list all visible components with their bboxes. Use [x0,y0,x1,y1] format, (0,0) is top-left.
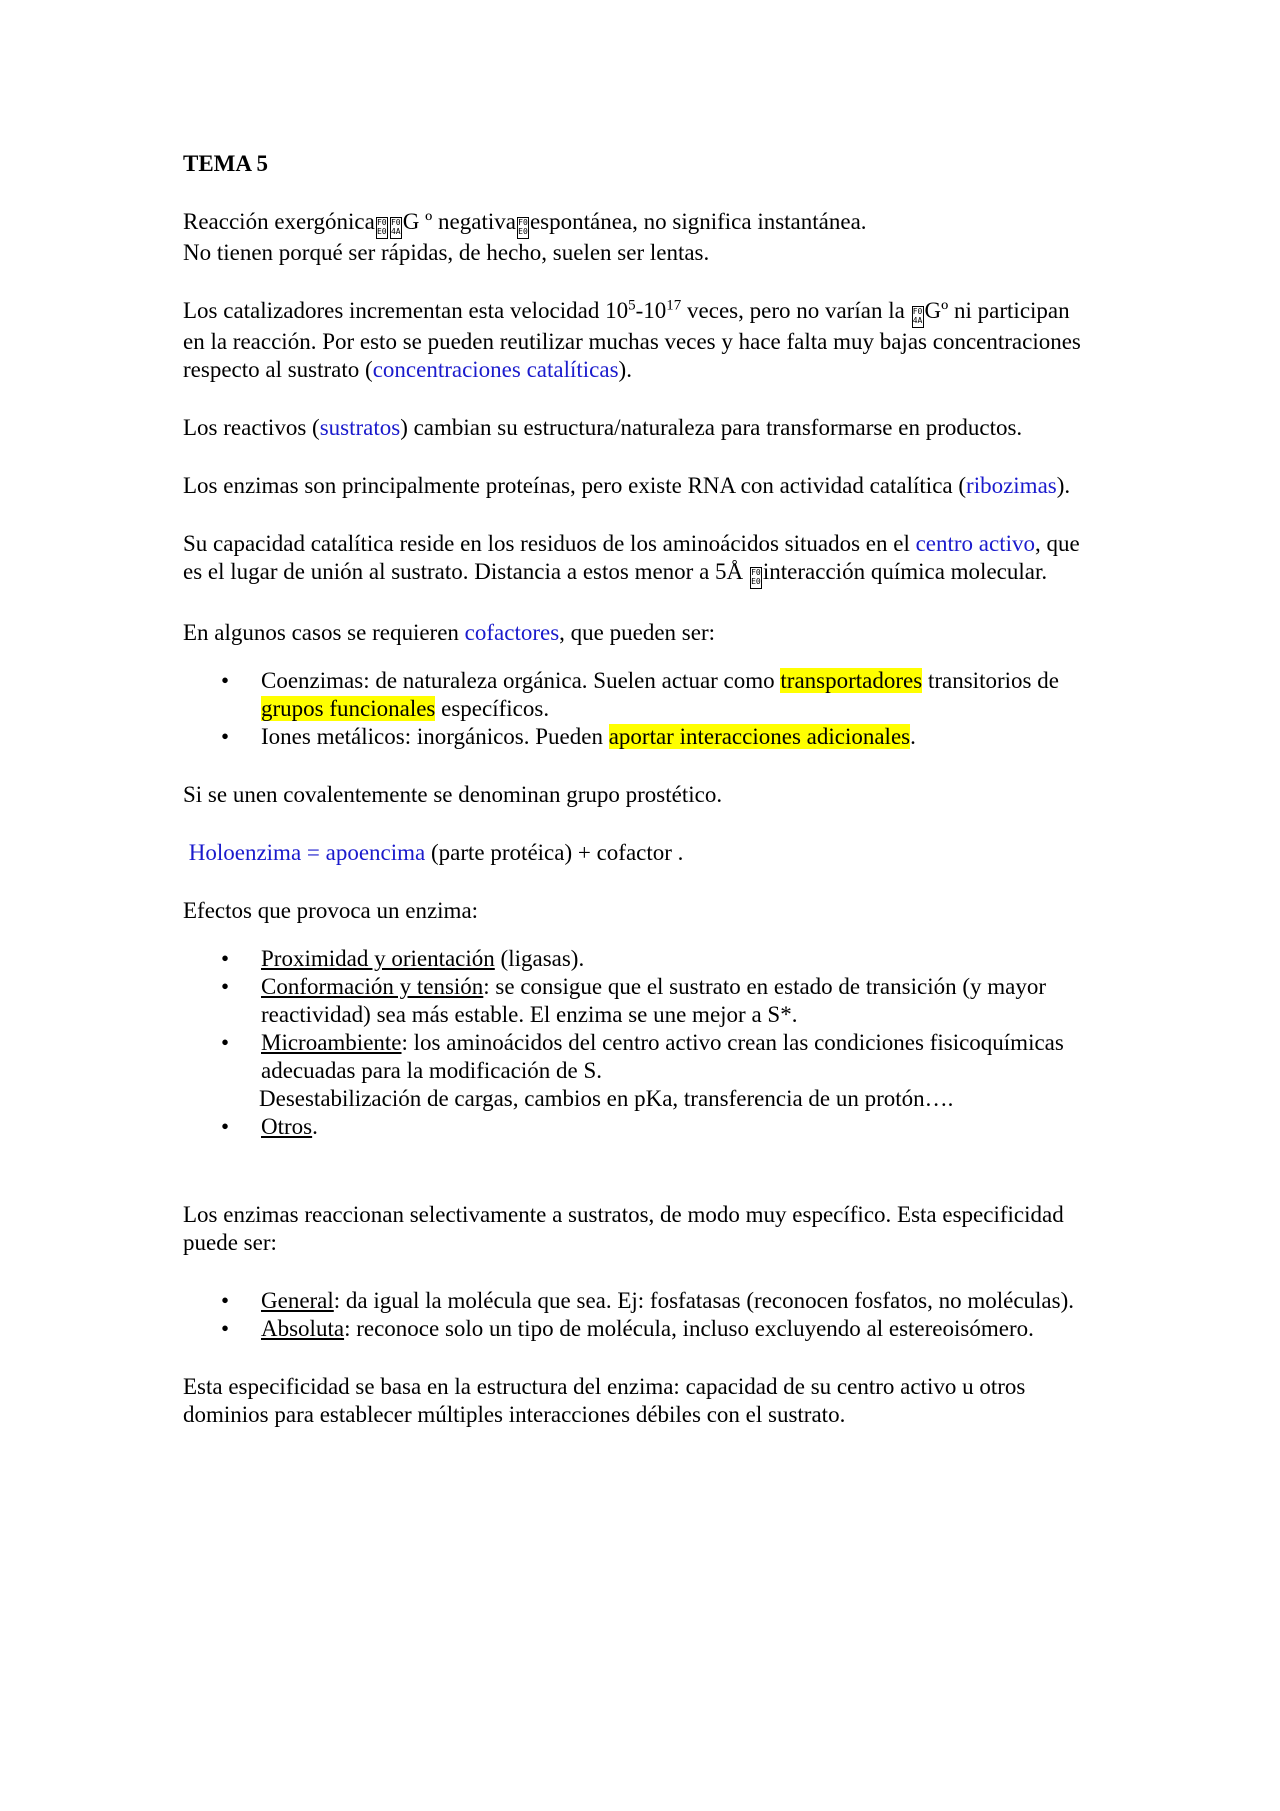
specificity-title: Absoluta [261,1316,345,1341]
list-item [183,723,1083,751]
text-run: (ligasas). [494,946,585,971]
cofactor-list [183,667,1083,751]
missing-glyph-icon: F0 E0 [750,567,762,589]
text-run: Coenzimas: de naturaleza orgánica. Suelen actuar como [261,668,781,693]
text-run: En algunos casos se requieren [183,620,465,645]
effect-title: Proximidad y orientación [261,946,495,971]
text-run: : da igual la molécula que sea. Ej: fosfatasas (reconocen fosfatos, no moléculas). [333,1288,1074,1313]
term-sustratos: sustratos [319,415,401,440]
text-run: , que es el lugar de unión al sustrato. Distancia a estos menor a 5Å [183,531,1080,584]
text-run: . [910,724,916,749]
text-run: veces, pero no varían la [681,298,911,323]
paragraph-catalysts [183,297,1083,384]
text-run: ). [618,357,632,382]
text-run: Los enzimas son principalmente proteínas, pero existe RNA con actividad catalítica ( [183,473,967,498]
highlight-transportadores: transportadores [780,668,923,693]
text-run: espontánea, no significa instantánea. [529,209,867,234]
superscript: 5 [628,297,636,314]
text-run: G º negativa [402,209,516,234]
missing-glyph-icon: F0 4A [390,217,402,239]
highlight-interacciones: aportar interacciones adicionales [608,724,911,749]
text-run: interacción química molecular. [762,559,1048,584]
missing-glyph-icon: F0 4A [912,306,924,328]
text-run: específicos. [435,696,550,721]
text-run: (parte protéica) + cofactor . [425,840,684,865]
paragraph-cofactores [183,619,1083,647]
paragraph-centro-activo [183,530,1083,589]
text-run: Gº ni participan en la reacción. Por esto se pueden reutilizar muchas veces y hace falta muy bajas concentraciones respecto al sustrato ( [183,298,1081,382]
term-holoenzima: Holoenzima [188,840,302,865]
effect-title: Microambiente [261,1030,402,1055]
term-cofactores: cofactores [464,620,560,645]
text-run: Reacción exergónica [183,209,375,234]
document-body [183,150,1083,1459]
missing-glyph-icon: F0 E0 [376,217,388,239]
text-run: Los reactivos ( [183,415,320,440]
missing-glyph-icon: F0 E0 [517,217,529,239]
term-ribozimas: ribozimas [966,473,1057,498]
document-title: TEMA 5 [183,151,268,176]
text-run: . [312,1114,318,1139]
paragraph-reactivos [183,414,1083,442]
text-run: Iones metálicos: inorgánicos. Pueden [261,724,609,749]
text-run: : los aminoácidos del centro activo crean las condiciones fisicoquímicas adecuadas para la modificación de S. [261,1030,1064,1083]
effect-title: Conformación y tensión [261,974,484,999]
list-item [183,973,1083,1029]
paragraph-estructura: Esta especificidad se basa en la estructura del enzima: capacidad de su centro activo u otros dominios para establecer múltiples interacciones débiles con el sustrato. [183,1374,1026,1427]
text-run: ) cambian su estructura/naturaleza para transformarse en productos. [400,415,1023,440]
text-run: transitorios de [922,668,1059,693]
text-run: ). [1056,473,1071,498]
list-item [183,945,1083,973]
highlight-grupos-funcionales: grupos funcionales [261,696,436,721]
term-centro-activo: centro activo [915,531,1036,556]
specificity-title: General [261,1288,334,1313]
superscript: 17 [666,297,682,314]
list-item [183,1315,1083,1343]
term-apoencima: apoencima [325,840,426,865]
term-concentraciones-cataliticas: concentraciones catalíticas [372,357,619,382]
paragraph-efectos: Efectos que provoca un enzima: [183,898,479,923]
list-item [183,667,1083,723]
effect-extra-line: Desestabilización de cargas, cambios en pKa, transferencia de un protón…. [259,1086,954,1111]
list-item [183,1287,1083,1315]
text-run: Los catalizadores incrementan esta velocidad 10 [183,298,629,323]
specificity-list [183,1287,1083,1343]
list-item [183,1029,1083,1085]
paragraph-prostetico: Si se unen covalentemente se denominan grupo prostético. [183,782,723,807]
text-run: -10 [635,298,667,323]
paragraph-exergonic [183,208,1083,267]
paragraph-enzimas [183,472,1083,500]
text-run: , que pueden ser: [559,620,716,645]
text-run: : reconoce solo un tipo de molécula, incluso excluyendo al estereoisómero. [344,1316,1034,1341]
list-item [183,1113,1083,1141]
paragraph-holoenzima [183,839,1083,867]
text-run: No tienen porqué ser rápidas, de hecho, suelen ser lentas. [183,240,710,265]
text-run: = [301,840,326,865]
effect-title: Otros [261,1114,313,1139]
text-run: : se consigue que el sustrato en estado de transición (y mayor reactividad) sea más estable. El enzima se une mejor a S*. [261,974,1046,1027]
text-run: Su capacidad catalítica reside en los residuos de los aminoácidos situados en el [183,531,916,556]
effects-list [183,945,1083,1141]
paragraph-especificidad: Los enzimas reaccionan selectivamente a sustratos, de modo muy específico. Esta especificidad puede ser: [183,1202,1064,1255]
